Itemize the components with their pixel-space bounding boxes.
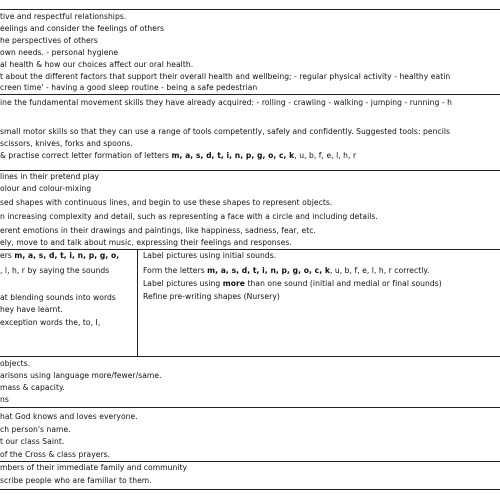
row-divider [0, 489, 500, 490]
text-line: exception words the, to, I, [0, 318, 101, 327]
letter-formation-line: & practise correct letter formation of letters m, a, s, d, t, i, n, p, g, o, c, k, u, b, f, e, l, h, r [0, 151, 357, 160]
text-line: own needs. - personal hygiene [0, 48, 119, 57]
column-divider [137, 249, 138, 356]
text-line: he perspectives of others [0, 36, 98, 45]
text-line: arisons using language more/fewer/same. [0, 371, 162, 380]
section-literacy-right [143, 250, 500, 356]
text-line: mbers of their immediate family and community [0, 463, 188, 472]
text-line: Label pictures using initial sounds. [143, 251, 277, 260]
text-line: t our class Saint. [0, 437, 65, 446]
text-line: ch person's name. [0, 425, 71, 434]
text-line: Refine pre-writing shapes (Nursery) [143, 292, 280, 301]
text-line: mass & capacity. [0, 383, 65, 392]
text-line: lines in their pretend play [0, 172, 100, 181]
section-physical [0, 95, 500, 170]
text-line: n increasing complexity and detail, such as representing a face with a circle and including details. [0, 212, 378, 221]
letters-line: Form the letters m, a, s, d, t, i, n, p, g, o, c, k, u, b, f, e, l, h, r correctly. [143, 266, 430, 275]
text-line: al health & how our choices affect our oral health. [0, 60, 194, 69]
text-line: hat God knows and loves everyone. [0, 412, 138, 421]
text-line: ine the fundamental movement skills they have already acquired: - rolling - crawling - walking - jumping - running - h [0, 98, 452, 107]
text-line: tive and respectful relationships. [0, 12, 127, 21]
text-line: objects. [0, 359, 31, 368]
text-line: sed shapes with continuous lines, and begin to use these shapes to represent objects. [0, 198, 333, 207]
text-line: ely, move to and talk about music, expressing their feelings and responses. [0, 238, 292, 247]
section-psed [0, 10, 500, 94]
text-line: Label pictures using more than one sound (initial and medial or final sounds) [143, 279, 442, 288]
text-line: t about the different factors that support their overall health and wellbeing; - regular physical activity - healthy eatin [0, 72, 451, 81]
text-line: scissors, knives, forks and spoons. [0, 139, 133, 148]
text-line: at blending sounds into words [0, 293, 116, 302]
text-line: eelings and consider the feelings of others [0, 24, 165, 33]
text-line: olour and colour-mixing [0, 184, 92, 193]
text-line: scribe people who are familiar to them. [0, 476, 152, 485]
text-line: erent emotions in their drawings and paintings, like happiness, sadness, fear, etc. [0, 226, 316, 235]
text-line: of the Cross & class prayers. [0, 450, 111, 459]
section-literacy-left [0, 250, 136, 356]
text-line: creen time' - having a good sleep routine - being a safe pedestrian [0, 83, 258, 92]
section-expressive-arts [0, 171, 500, 249]
text-line: hey have learnt. [0, 305, 63, 314]
text-line: , l, h, r by saying the sounds [0, 266, 110, 275]
text-line: small motor skills so that they can use a range of tools competently, safely and confidently. Suggested tools: pencils [0, 127, 451, 136]
section-understanding-world [0, 462, 500, 489]
letters-line: ers m, a, s, d, t, i, n, p, g, o, [0, 251, 120, 260]
section-re [0, 408, 500, 461]
section-maths [0, 357, 500, 407]
text-line: ns [0, 395, 9, 404]
